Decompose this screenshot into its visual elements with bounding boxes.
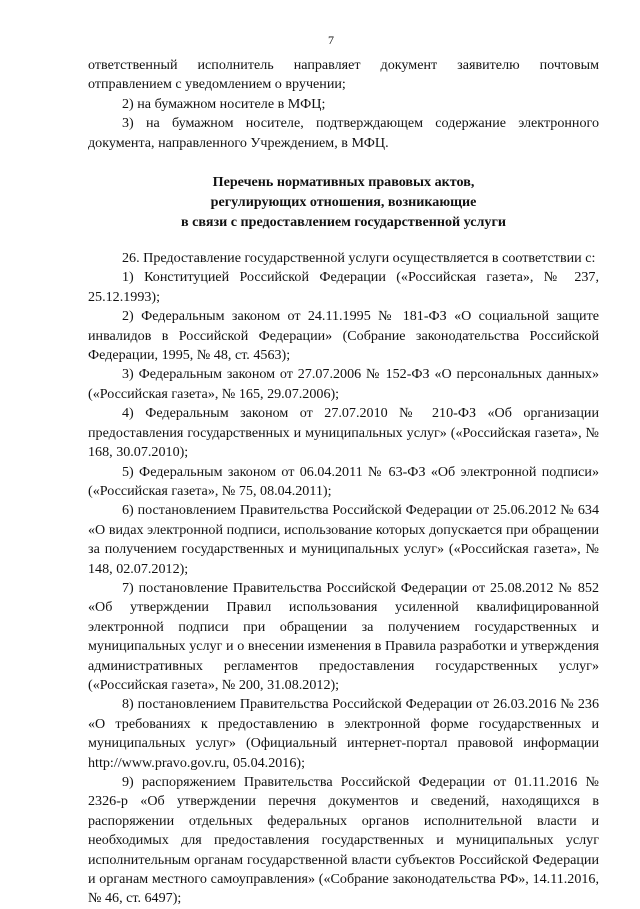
section-heading-line-2: регулирующих отношения, возникающие	[210, 194, 477, 211]
list-item-6: 6) постановлением Правительства Российской Федерации от 25.06.2012 № 634 «О видах электронной подписи, использование которых допускается при обращении за получением государственных и муниципальных услуг» («Российская газета», № 148, 02.07.2012);	[88, 502, 599, 577]
list-item-7: 7) постановление Правительства Российской Федерации от 25.08.2012 № 852 «Об утверждении Правил использования усиленной квалифицированной электронной подписи при обращении за получением государственных и муниципальных услуг и о внесении изменения в Правила разработки и утверждения административных регламентов предоставления государственных услуг» («Российская газета», № 200, 31.08.2012);	[88, 579, 599, 693]
page-number: 7	[328, 33, 334, 47]
section-heading-line-1: Перечень нормативных правовых актов,	[212, 174, 475, 191]
section-heading-line-3: в связи с предоставлением государственной услуги	[181, 214, 506, 231]
list-item-3: 3) Федеральным законом от 27.07.2006 № 152-ФЗ «О персональных данных» («Российская газета», № 165, 29.07.2006);	[88, 366, 599, 402]
paragraph-intro-3: 3) на бумажном носителе, подтверждающем содержание электронного документа, направленного Учреждением, в МФЦ.	[88, 115, 599, 151]
paragraph-intro-2: 2) на бумажном носителе в МФЦ;	[122, 95, 326, 112]
list-item-8: 8) постановлением Правительства Российской Федерации от 26.03.2016 № 236 «О требованиях к предоставлению в электронной форме государственных и муниципальных услуг» (Официальный интернет-портал правовой информации http://www.pravo.gov.ru, 05.04.2016);	[88, 696, 599, 771]
clause-26-intro: 26. Предоставление государственной услуги осуществляется в соответствии с:	[122, 250, 596, 267]
list-item-9: 9) распоряжением Правительства Российской Федерации от 01.11.2016 № 2326-р «Об утверждении перечня документов и сведений, находящихся в распоряжении отдельных федеральных органов исполнительной власти и необходимых для предоставления государственных и муниципальных услуг исполнительным органам государственной власти субъектов Российской Федерации и органам местного самоуправления» («Собрание законодательства РФ», 14.11.2016, № 46, ст. 6497);	[88, 774, 599, 907]
list-item-1: 1) Конституцией Российской Федерации («Российская газета», № 237, 25.12.1993);	[88, 269, 599, 305]
list-item-2: 2) Федеральным законом от 24.11.1995 № 181-ФЗ «О социальной защите инвалидов в Российской Федерации» (Собрание законодательства Российской Федерации, 1995, № 48, ст. 4563);	[88, 308, 599, 364]
page-content	[88, 56, 599, 909]
paragraph-intro-1: ответственный исполнитель направляет документ заявителю почтовым отправлением с уведомлением о вручении;	[88, 57, 599, 93]
list-item-4: 4) Федеральным законом от 27.07.2010 № 210-ФЗ «Об организации предоставления государственных и муниципальных услуг» («Российская газета», № 168, 30.07.2010);	[88, 405, 599, 461]
list-item-5: 5) Федеральным законом от 06.04.2011 № 63-ФЗ «Об электронной подписи» («Российская газета», № 75, 08.04.2011);	[88, 463, 599, 499]
section-heading	[88, 172, 599, 232]
